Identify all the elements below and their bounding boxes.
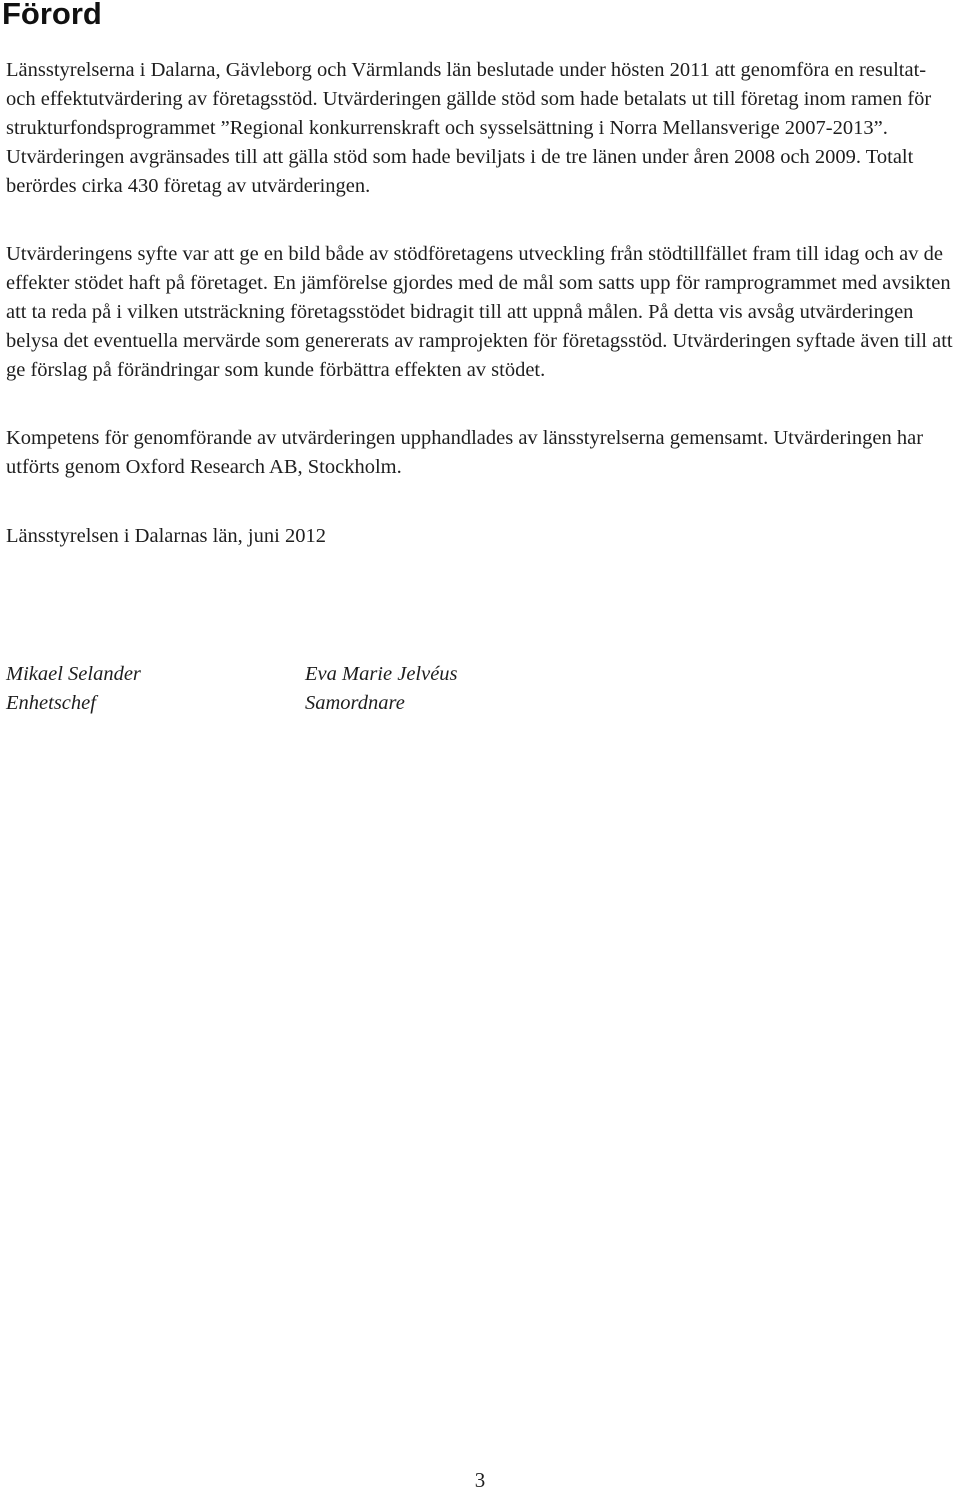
paragraph-procurement: Kompetens för genomförande av utvärderingen upphandlades av länsstyrelserna gemensamt. Utvärderingen har utförts genom Oxford Research AB, Stockholm.: [6, 427, 924, 478]
page-number: 3: [474, 1468, 486, 1492]
paragraph-purpose: Utvärderingens syfte var att ge en bild både av stödföretagens utveckling från stödtillfället fram till idag och av de effekter stödet haft på företaget. En jämförelse gjordes med de mål som satts upp för ramprogrammet med avsikten att ta reda på i vilken utsträckning företagsstödet bidragit till att uppnå målen. På detta vis avsåg utvärderingen belysa det eventuella mervärde som genererats av ramprojekten för företagsstöd. Utvärderingen syftade även till att ge förslag på förändringar som kunde förbättra effekten av stödet.: [6, 243, 953, 381]
signature-name: Mikael Selander: [6, 663, 141, 685]
signature-block-1: [6, 660, 141, 718]
signature-role: Enhetschef: [6, 692, 96, 714]
place-and-date: Länsstyrelsen i Dalarnas län, juni 2012: [6, 525, 326, 547]
signature-name: Eva Marie Jelvéus: [305, 663, 458, 685]
signature-block-2: [305, 660, 458, 718]
page-title: Förord: [2, 0, 102, 31]
paragraph-background: Länsstyrelserna i Dalarna, Gävleborg och Värmlands län beslutade under hösten 2011 att genomföra en resultat- och effektutvärdering av företagsstöd. Utvärderingen gällde stöd som hade betalats ut till företag inom ramen för strukturfondsprogrammet ”Regional konkurrenskraft och sysselsättning i Norra Mellansverige 2007-2013”. Utvärderingen avgränsades till att gälla stöd som hade beviljats i de tre länen under åren 2008 och 2009. Totalt berördes cirka 430 företag av utvärderingen.: [6, 59, 932, 197]
signature-role: Samordnare: [305, 692, 405, 714]
